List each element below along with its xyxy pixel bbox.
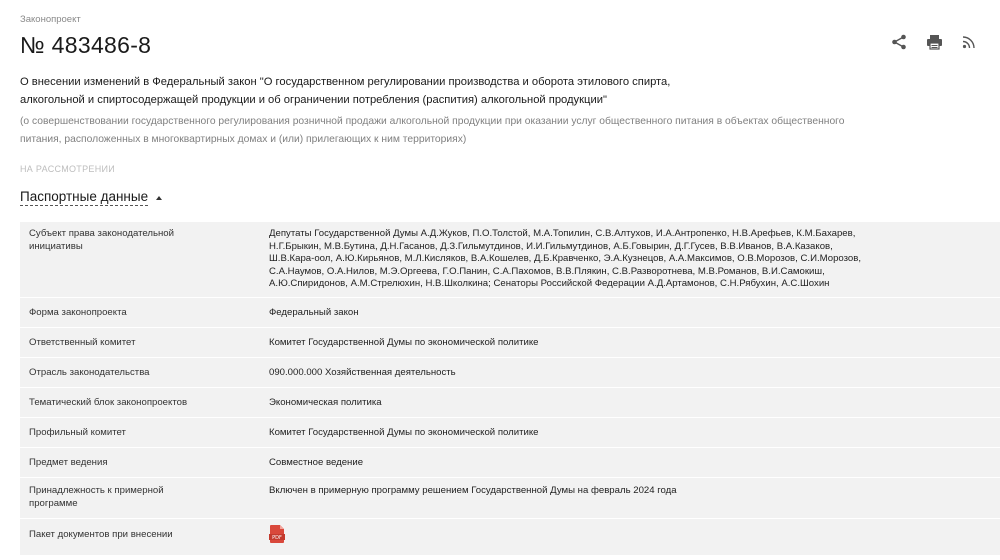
row-value: 090.000.000 Хозяйственная деятельность — [269, 366, 456, 378]
bill-title-line: алкогольной и спиртосодержащей продукции и об ограничении потребления (распития) алкогольной продукции" — [20, 94, 607, 106]
row-key: Пакет документов при внесении — [29, 529, 173, 541]
rss-icon[interactable] — [960, 34, 978, 50]
row-value — [252, 222, 1000, 297]
row-value: Экономическая политика — [269, 396, 382, 408]
bill-subtitle — [20, 113, 982, 149]
caret-up-icon — [156, 196, 162, 200]
row-value-line: Ш.В.Кара-оол, А.Ю.Кирьянов, М.Л.Кисляков, В.А.Кошелев, Д.Б.Кравченко, Э.А.Кузнецов, А.А.Максимов, О.В.Морозов, С.И.Морозов, — [269, 253, 862, 265]
bill-title — [20, 73, 980, 109]
row-key-line: Принадлежность к примерной — [29, 484, 164, 496]
row-key-line: инициативы — [29, 240, 83, 252]
toolbar — [890, 34, 978, 50]
svg-text:PDF: PDF — [272, 534, 282, 541]
row-key: Форма законопроекта — [29, 306, 127, 318]
bill-subtitle-line: (о совершенствовании государственного регулирования розничной продажи алкогольной продукции при оказании услуг общественного питания в объектах общественного — [20, 116, 845, 127]
passport-toggle[interactable] — [20, 189, 162, 206]
row-value-line: А.Ю.Спиридонов, А.М.Стрелюхин, Н.В.Школкина; Сенаторы Российской Федерации А.Д.Артамонов, С.Н.Рябухин, А.С.Шохин — [269, 278, 830, 290]
table-row — [20, 222, 1000, 297]
table-row — [20, 358, 1000, 387]
row-key-line: Субъект права законодательной — [29, 228, 174, 239]
table-row — [20, 388, 1000, 417]
table-row — [20, 328, 1000, 357]
row-key: Ответственный комитет — [29, 336, 136, 348]
print-icon[interactable] — [925, 34, 943, 50]
row-key: Предмет ведения — [29, 456, 108, 468]
bill-subtitle-line: питания, расположенных в многоквартирных домах и (или) прилегающих к ним территориях) — [20, 134, 467, 145]
table-row — [20, 298, 1000, 327]
bill-number: № 483486-8 — [20, 32, 152, 58]
row-key-line: программе — [29, 497, 78, 509]
table-row — [20, 519, 1000, 555]
pdf-file-icon[interactable] — [269, 525, 285, 543]
table-row — [20, 448, 1000, 477]
row-value: Федеральный закон — [269, 306, 359, 318]
row-value-line: С.А.Наумов, О.А.Нилов, М.Э.Оргеева, Г.О.Панин, С.А.Пахомов, В.В.Плякин, С.В.Разворотнева, М.В.Романов, В.И.Самокиш, — [269, 265, 825, 277]
status-badge: НА РАССМОТРЕНИИ — [20, 164, 116, 174]
row-key — [20, 222, 252, 297]
row-value: Включен в примерную программу решением Государственной Думы на февраль 2024 года — [269, 484, 677, 496]
passport-label: Паспортные данные — [20, 189, 149, 204]
share-icon[interactable] — [890, 34, 908, 50]
row-key — [20, 478, 252, 516]
row-value-line: Депутаты Государственной Думы А.Д.Жуков, П.О.Толстой, М.А.Топилин, С.В.Алтухов, И.А.Антропенко, Н.В.Арефьев, К.М.Бахарев, — [269, 228, 856, 239]
document-kind: Законопроект — [20, 14, 81, 25]
row-value: Комитет Государственной Думы по экономической политике — [269, 336, 539, 348]
row-value — [252, 519, 1000, 555]
row-value-line: Н.Г.Брыкин, М.В.Бутина, Д.Н.Гасанов, Д.З.Гильмутдинов, И.И.Гильмутдинов, А.Б.Говырин, Д.Г.Гусев, В.В.Иванов, В.А.Казаков, — [269, 240, 833, 252]
row-value: Комитет Государственной Думы по экономической политике — [269, 426, 539, 438]
row-key: Тематический блок законопроектов — [29, 396, 188, 408]
table-row — [20, 478, 1000, 518]
row-key: Профильный комитет — [29, 426, 126, 438]
passport-table — [20, 222, 1000, 556]
row-key: Отрасль законодательства — [29, 366, 150, 378]
table-row — [20, 418, 1000, 447]
row-value: Совместное ведение — [269, 456, 364, 468]
bill-title-line: О внесении изменений в Федеральный закон "О государственном регулировании производства и оборота этилового спирта, — [20, 76, 671, 88]
